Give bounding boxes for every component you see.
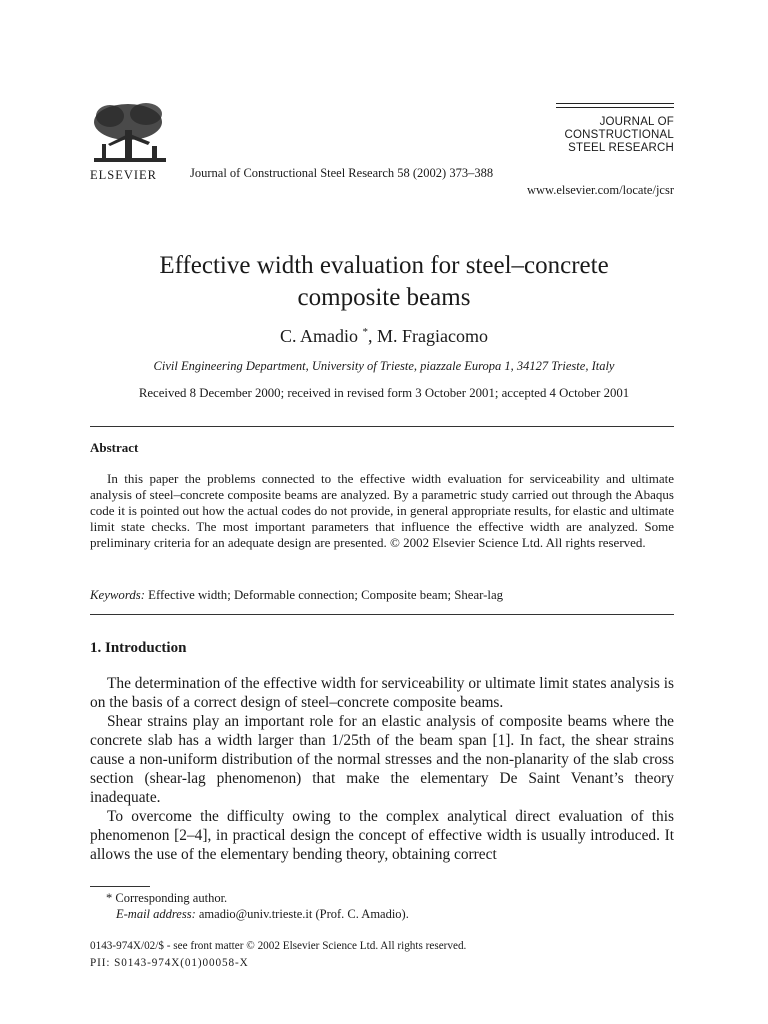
- brand-rule-top: [556, 103, 674, 104]
- abstract-top-rule: [90, 426, 674, 427]
- journal-brand: [556, 116, 674, 155]
- article-title: [80, 250, 688, 314]
- brand-line: CONSTRUCTIONAL: [564, 129, 674, 141]
- footnote: [106, 891, 227, 906]
- author-name: M. Fragiacomo: [377, 326, 488, 346]
- abstract-text: In this paper the problems connected to the effective width evaluation for serviceability and ultimate analysis of steel–concrete composite beams are analyzed. By a parametric study carried out through the Abaqus code it is pointed out how the actual codes do not provide, in general appropriate results, for elastic and ultimate limit state checks. The most important parameters that influence the effective width are analyzed. Some preliminary criteria for an adequate design are presented. © 2002 Elsevier Science Ltd. All rights reserved.: [90, 471, 674, 550]
- body-paragraph: The determination of the effective width for serviceability or ultimate limit states analysis is on the basis of a correct design of steel–concrete composite beams.: [90, 675, 674, 711]
- author-list: [80, 326, 688, 347]
- publisher-name: ELSEVIER: [90, 168, 158, 182]
- section-body: [90, 674, 674, 864]
- corresponding-author-mark[interactable]: *: [362, 326, 369, 338]
- affiliation: Civil Engineering Department, University of Trieste, piazzale Europa 1, 34127 Trieste, Italy: [153, 359, 615, 373]
- email-label: E-mail address:: [116, 907, 196, 921]
- footnote-rule: [90, 886, 150, 887]
- footnote-text: Corresponding author.: [115, 891, 228, 905]
- body-paragraph: To overcome the difficulty owing to the complex analytical direct evaluation of this phenomenon [2–4], in practical design the concept of effective width is usually introduced. It allows the use of the elementary bending theory, obtaining correct: [90, 808, 674, 863]
- abstract-bottom-rule: [90, 614, 674, 615]
- author-separator: ,: [368, 326, 378, 346]
- body-paragraph: Shear strains play an important role for an elastic analysis of composite beams where the concrete slab has a width larger than 1/25th of the beam span [1]. In fact, the shear strains cause a non-uniform distribution of the normal stresses and the non-planarity of the slab cross section (shear-lag phenomenon) that make the elementary De Saint Venant’s theory inadequate.: [90, 713, 674, 806]
- journal-url[interactable]: www.elsevier.com/locate/jcsr: [526, 183, 674, 197]
- section-heading: 1. Introduction: [90, 640, 187, 656]
- title-line: composite beams: [297, 284, 471, 311]
- brand-line: JOURNAL OF: [599, 116, 674, 128]
- keywords-list: Effective width; Deformable connection; Composite beam; Shear-lag: [144, 588, 504, 602]
- keywords: [90, 588, 503, 603]
- author-name: C. Amadio: [280, 326, 359, 346]
- footnote-email: [116, 907, 409, 922]
- abstract-heading: Abstract: [90, 440, 139, 455]
- footnote-mark: *: [106, 891, 113, 905]
- received-dates: Received 8 December 2000; received in revised form 3 October 2001; accepted 4 October 2001: [138, 386, 630, 400]
- elsevier-tree-logo: [88, 100, 172, 166]
- issn-line: 0143-974X/02/$ - see front matter © 2002 Elsevier Science Ltd. All rights reserved.: [90, 940, 467, 952]
- email-address[interactable]: amadio@univ.trieste.it (Prof. C. Amadio).: [195, 907, 409, 921]
- journal-citation: Journal of Constructional Steel Research 58 (2002) 373–388: [190, 166, 494, 180]
- brand-line: STEEL RESEARCH: [568, 142, 674, 154]
- brand-rule-bottom: [556, 107, 674, 108]
- pii-line: PII: S0143-974X(01)00058-X: [90, 957, 249, 969]
- title-line: Effective width evaluation for steel–concrete: [159, 252, 609, 279]
- keywords-label: Keywords:: [90, 588, 145, 602]
